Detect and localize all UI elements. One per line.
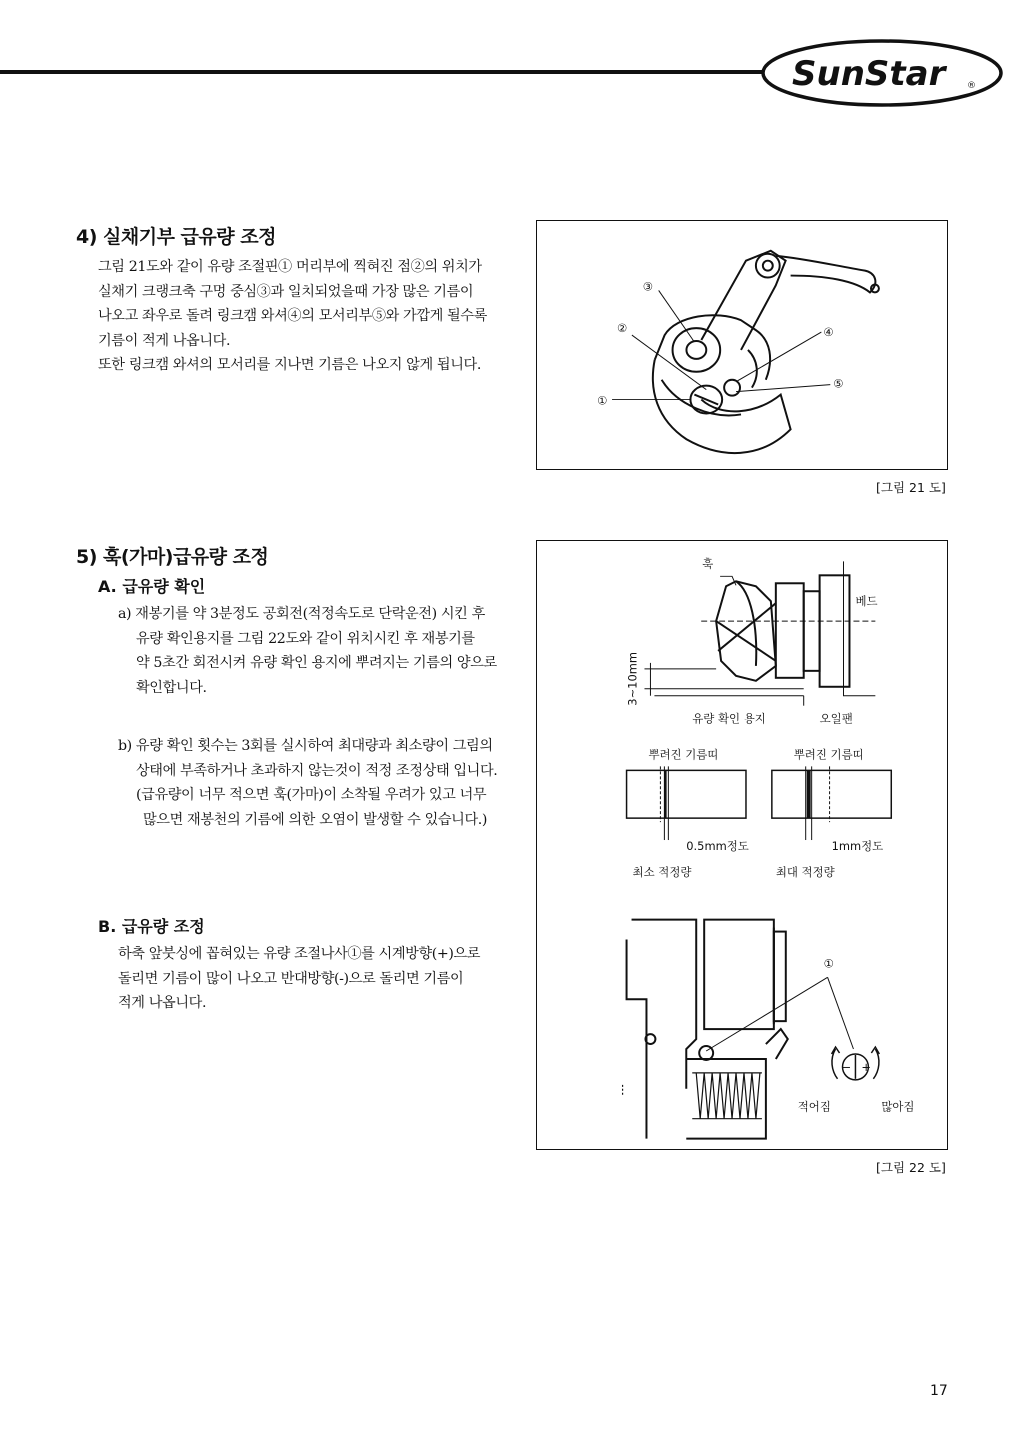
fig22-hook-label: 훅 [702, 556, 714, 571]
leader-2 [632, 335, 706, 390]
section5-subB-line: 적게 나옵니다. [118, 995, 207, 1011]
fig22-max-label: 최대 적정량 [775, 864, 835, 879]
section4-line: 실채기 크랭크축 구멍 중심③과 일치되었을때 가장 많은 기름이 [98, 283, 474, 300]
fig22-oilpan-label: 오일팬 [819, 711, 853, 726]
leader-4 [736, 332, 821, 382]
fig21-label-1: ① [597, 393, 608, 408]
section5-b-line: b) 유량 확인 횟수는 3회를 실시하여 최대량과 최소량이 그림의 [118, 738, 493, 754]
section5-subB-line: 돌리면 기름이 많이 나오고 반대방향(-)으로 돌리면 기름이 [118, 970, 464, 987]
fig21-label-5: ⑤ [833, 376, 844, 391]
svg-text:−: − [841, 1059, 852, 1074]
sunstar-logo [760, 38, 1004, 108]
section5-a-line: 확인합니다. [136, 679, 207, 696]
page-number: 17 [930, 1383, 948, 1399]
leader-5 [736, 385, 830, 392]
section5-b-body [118, 734, 497, 832]
min-strip [627, 770, 746, 818]
fig22-width-min: 0.5mm정도 [686, 838, 749, 853]
fig22-bed-label: 베드 [855, 594, 878, 609]
fig22-min-label: 최소 적정량 [632, 864, 692, 879]
section4-line: 또한 링크캠 와셔의 모서리를 지나면 기름은 나오지 않게 됩니다. [98, 357, 481, 373]
figure21-caption: [그림 21 도] [876, 480, 946, 495]
header-rule [0, 70, 762, 74]
figure21-drawing [537, 221, 947, 469]
section4-title: 4) 실채기부 급유량 조정 [76, 226, 276, 248]
fig21-label-2: ② [617, 321, 628, 336]
section4-body [98, 255, 487, 378]
fig22-width-max: 1mm정도 [831, 838, 884, 853]
figure22-caption: [그림 22 도] [876, 1160, 946, 1175]
registered-mark: ® [967, 81, 976, 91]
fig22-label-1: ① [823, 956, 834, 971]
section4-line: 나오고 좌우로 돌려 링크캠 와셔④의 모서리부⑤와 가깝게 될수록 [98, 308, 487, 324]
section5-a-line: 유량 확인용지를 그림 22도와 같이 위치시킨 후 재봉기를 [136, 630, 475, 647]
section5-subB-title: B. 급유량 조정 [98, 917, 205, 936]
fig22-less-label: 적어짐 [797, 1099, 831, 1114]
brand-text: SunStar [792, 54, 946, 94]
fig21-label-4: ④ [823, 325, 834, 340]
figure22 [536, 540, 948, 1150]
adjust-screw-icon [832, 1047, 880, 1080]
fig22-paper-label: 유량 확인 용지 [692, 711, 766, 726]
section5-a-body [118, 602, 497, 700]
fig22-spray-right-label: 뿌려진 기름띠 [793, 747, 864, 762]
section5-a-line: a) 재봉기를 약 3분정도 공회전(적정속도로 단락운전) 시킨 후 [118, 606, 485, 622]
fig22-spray-left-label: 뿌려진 기름띠 [648, 747, 719, 762]
section5-subA-title: A. 급유량 확인 [98, 577, 206, 596]
section5-title: 5) 훅(가마)급유량 조정 [76, 546, 269, 568]
max-strip [772, 770, 891, 818]
section5-b-line: (급유량이 너무 적으면 훅(가마)이 소착될 우려가 있고 너무 [136, 787, 487, 803]
fig21-label-3: ③ [642, 279, 654, 294]
section5-subB-body [118, 942, 480, 1016]
section5-a-line: 약 5초간 회전시켜 유량 확인 용지에 뿌려지는 기름의 양으로 [136, 655, 497, 671]
figure21 [536, 220, 948, 470]
sunstar-logo-graphic [760, 38, 1004, 108]
section4-line: 기름이 적게 나옵니다. [98, 332, 231, 349]
fig22-more-label: 많아짐 [881, 1099, 915, 1114]
section5-b-line: 상태에 부족하거나 초과하지 않는것이 적정 조정상태 입니다. [136, 762, 498, 779]
section5-b-line: 많으면 재봉천의 기름에 의한 오염이 발생할 수 있습니다.) [143, 811, 488, 828]
fig22-gap-label: 3~10mm [625, 651, 640, 706]
svg-text:+: + [861, 1059, 872, 1074]
section4-line: 그림 21도와 같이 유량 조절핀① 머리부에 찍혀진 점②의 위치가 [98, 259, 482, 275]
section5-subB-line: 하축 앞붓싱에 꼽혀있는 유량 조절나사①를 시계방향(+)으로 [118, 946, 481, 962]
figure22-drawing [537, 541, 947, 1149]
